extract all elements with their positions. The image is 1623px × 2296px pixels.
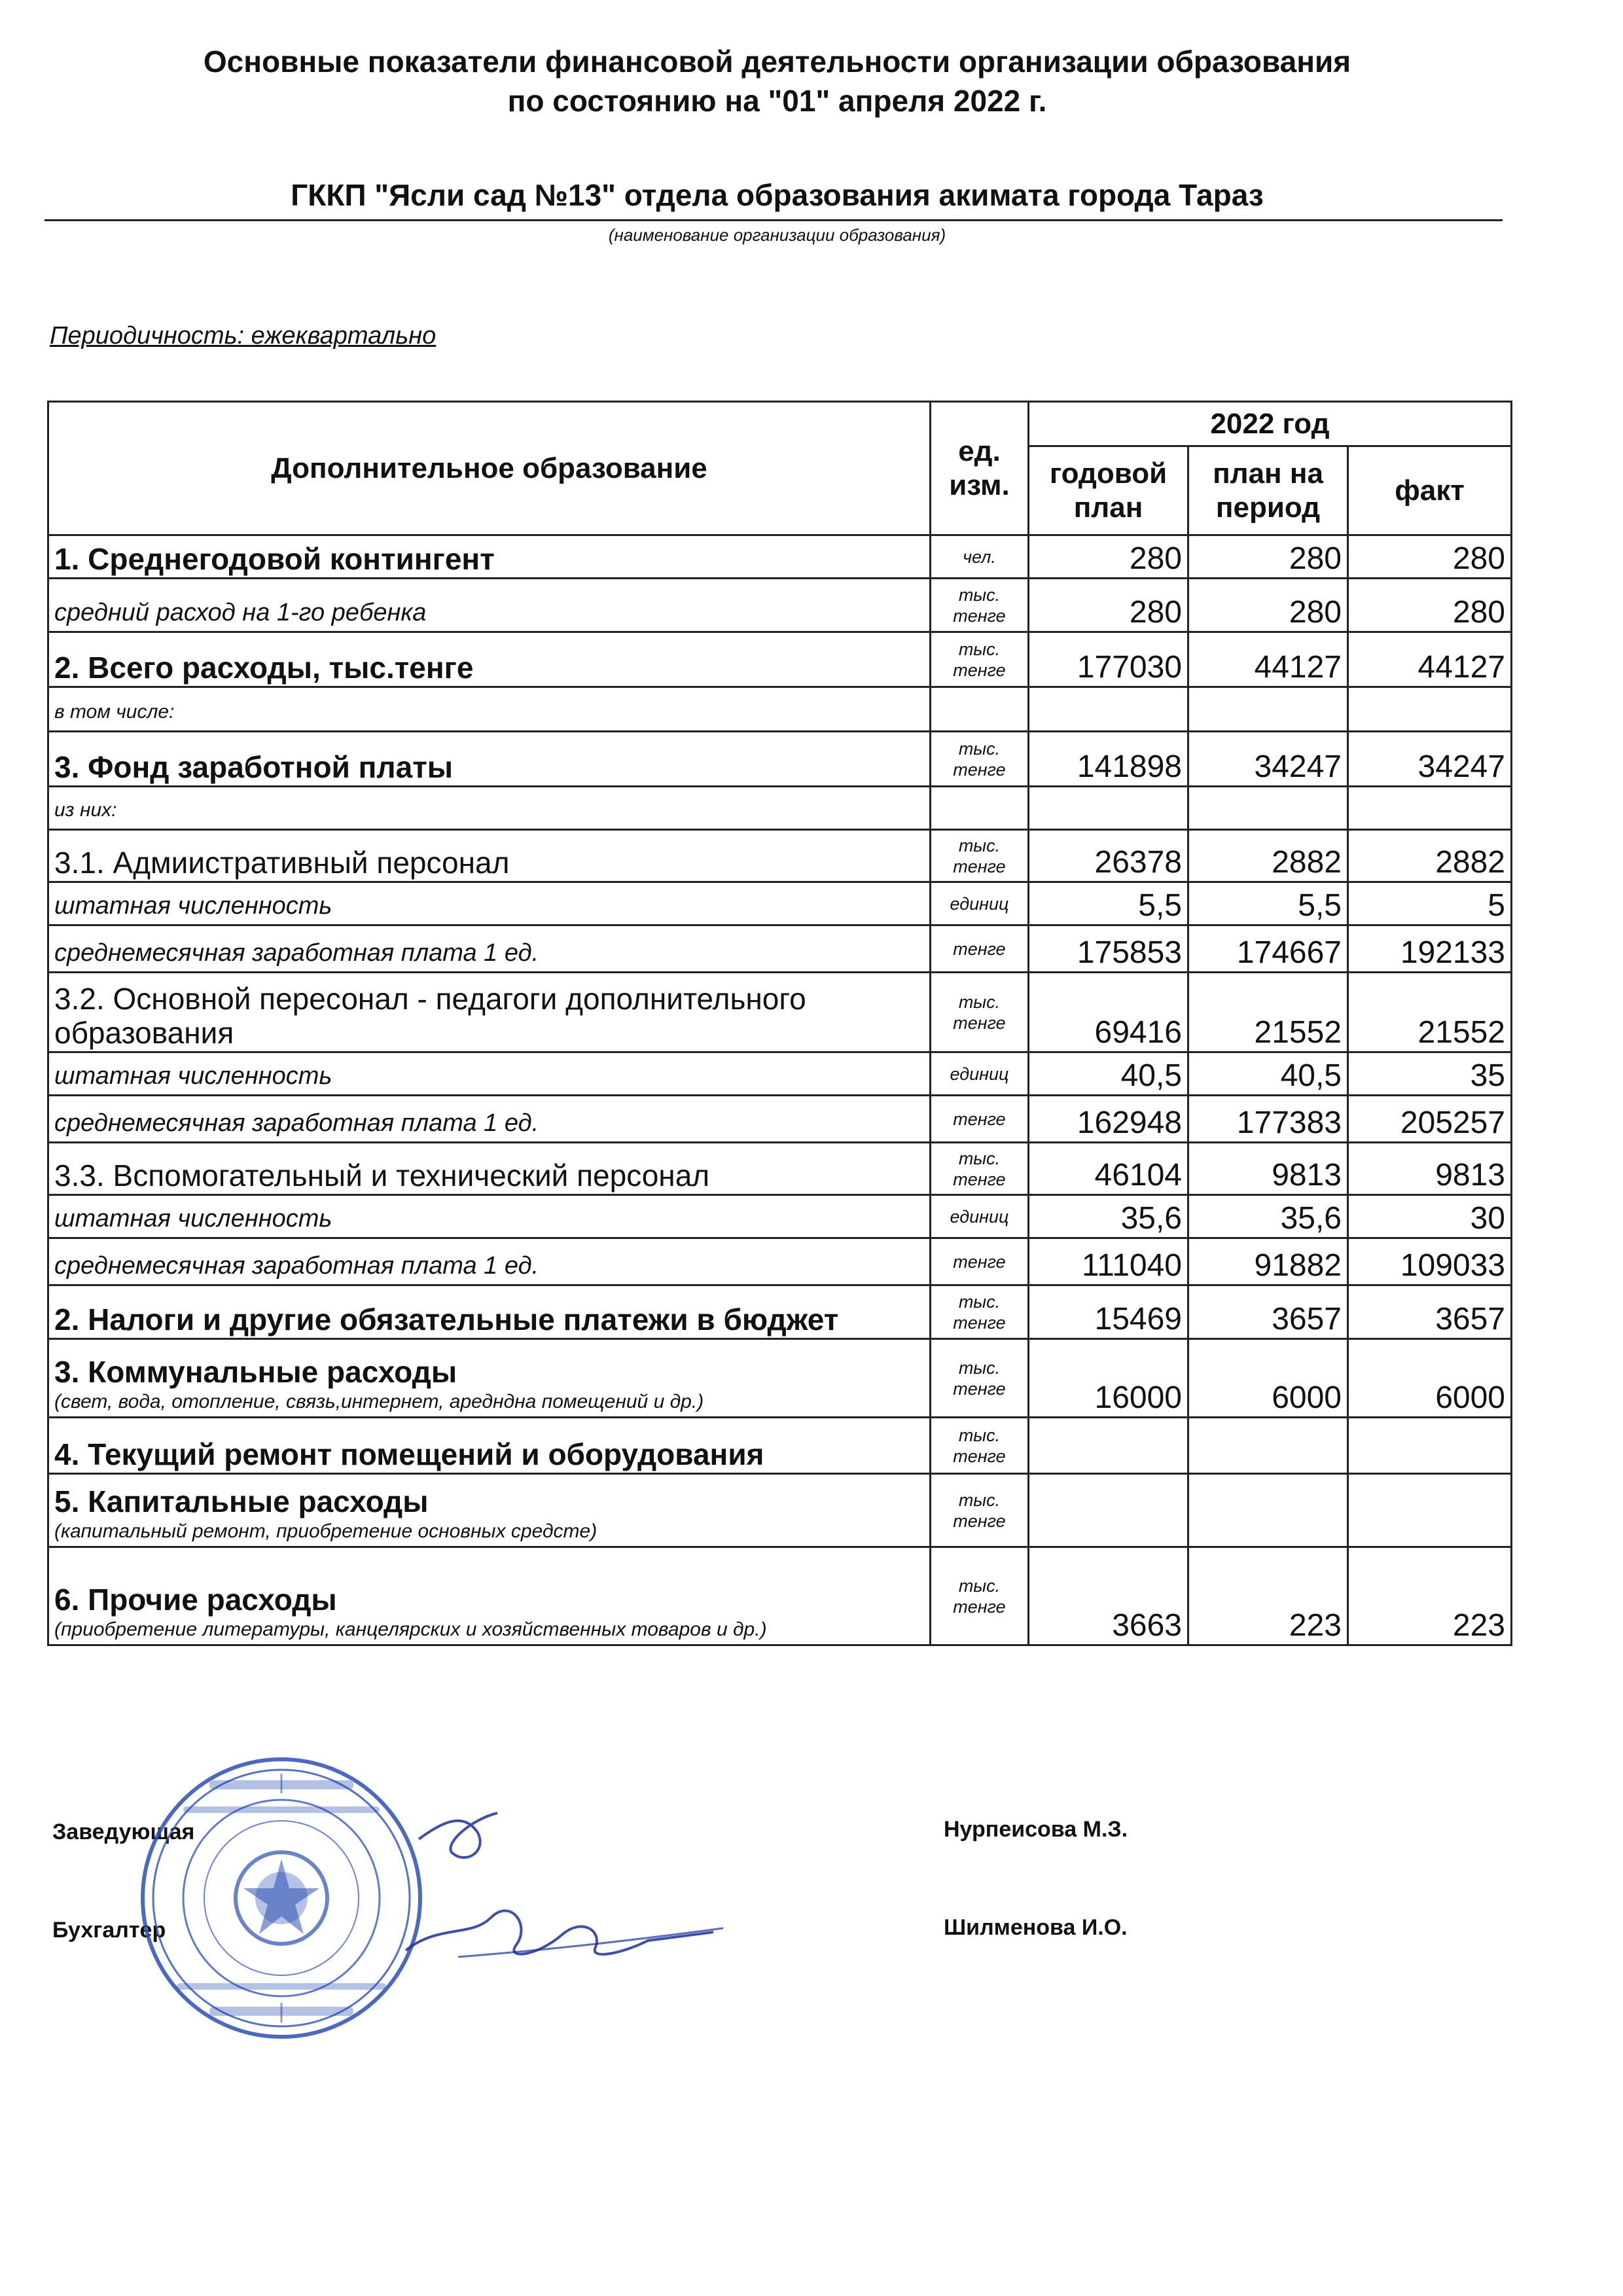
row-unit [931, 787, 1029, 830]
row-period-plan: 280 [1188, 579, 1348, 632]
table-row [48, 1195, 1512, 1238]
table-row [48, 1096, 1512, 1143]
row-annual-plan: 69416 [1029, 973, 1188, 1052]
row-period-plan: 91882 [1188, 1238, 1348, 1285]
row-unit: тыс. тенге [931, 632, 1029, 687]
row-period-plan: 223 [1188, 1547, 1348, 1645]
row-annual-plan: 40,5 [1029, 1052, 1188, 1096]
table-row [48, 732, 1512, 787]
row-annual-plan [1029, 1418, 1188, 1474]
row-annual-plan: 141898 [1029, 732, 1188, 787]
row-label-cell [48, 973, 931, 1052]
row-annual-plan: 175853 [1029, 925, 1188, 973]
row-label: из них: [54, 799, 117, 821]
row-period-plan [1188, 687, 1348, 732]
row-label-note: (свет, вода, отопление, связь,интернет, аредндна помещений и др.) [54, 1391, 704, 1412]
row-fact [1348, 787, 1512, 830]
row-annual-plan: 280 [1029, 535, 1188, 579]
row-label: 3. Коммунальные расходы [54, 1355, 457, 1389]
column-header-description: Дополнительное образование [48, 402, 931, 535]
financial-indicators-table [47, 401, 1512, 1646]
row-period-plan: 177383 [1188, 1096, 1348, 1143]
row-label-cell [48, 632, 931, 687]
row-unit: тыс. тенге [931, 1143, 1029, 1195]
row-fact: 34247 [1348, 732, 1512, 787]
table-row [48, 535, 1512, 579]
periodicity-label: Периодичность: ежеквартально [50, 322, 437, 350]
row-label: 3.3. Вспомогательный и технический персонал [54, 1158, 710, 1193]
row-unit: тыс. тенге [931, 1339, 1029, 1418]
row-label: среднемесячная заработная плата 1 ед. [54, 1109, 539, 1137]
row-label-cell [48, 882, 931, 925]
table-row [48, 882, 1512, 925]
row-fact: 280 [1348, 535, 1512, 579]
row-label: 2. Налоги и другие обязательные платежи в бюджет [54, 1302, 839, 1336]
row-fact: 192133 [1348, 925, 1512, 973]
row-annual-plan: 111040 [1029, 1238, 1188, 1285]
row-label: штатная численность [54, 1205, 332, 1232]
table-body [48, 535, 1512, 1645]
table-head [48, 402, 1512, 535]
row-label: штатная численность [54, 892, 332, 920]
row-unit: тыс. тенге [931, 732, 1029, 787]
table-row [48, 787, 1512, 830]
row-period-plan: 174667 [1188, 925, 1348, 973]
row-label: 3. Фонд заработной платы [54, 750, 454, 784]
row-fact: 223 [1348, 1547, 1512, 1645]
table-row [48, 1339, 1512, 1418]
row-unit: тыс. тенге [931, 579, 1029, 632]
row-unit [931, 687, 1029, 732]
row-annual-plan: 26378 [1029, 830, 1188, 882]
row-period-plan: 6000 [1188, 1339, 1348, 1418]
row-label-cell [48, 687, 931, 732]
row-period-plan [1188, 1418, 1348, 1474]
row-fact [1348, 687, 1512, 732]
row-label: 5. Капитальные расходы [54, 1484, 429, 1518]
row-label: 6. Прочие расходы [54, 1583, 337, 1617]
table-row [48, 1547, 1512, 1645]
row-fact: 3657 [1348, 1285, 1512, 1339]
table-row [48, 1143, 1512, 1195]
row-label-cell [48, 1474, 931, 1547]
organization-underline [45, 219, 1503, 221]
row-fact: 35 [1348, 1052, 1512, 1096]
row-fact: 2882 [1348, 830, 1512, 882]
organization-note: (наименование организации образования) [608, 225, 946, 245]
row-label-cell [48, 1339, 931, 1418]
document-title-line1: Основные показатели финансовой деятельности организации образования [203, 45, 1351, 79]
row-fact [1348, 1418, 1512, 1474]
row-annual-plan: 177030 [1029, 632, 1188, 687]
row-period-plan: 2882 [1188, 830, 1348, 882]
row-label: в том числе: [54, 701, 175, 723]
row-annual-plan: 280 [1029, 579, 1188, 632]
head-name: Нурпеисова М.З. [944, 1817, 1128, 1842]
row-annual-plan [1029, 687, 1188, 732]
row-label: штатная численность [54, 1062, 332, 1090]
row-label-cell [48, 535, 931, 579]
row-label-cell [48, 830, 931, 882]
row-label-note: (приобретение литературы, канцелярских и хозяйственных товаров и др.) [54, 1619, 767, 1640]
row-annual-plan: 15469 [1029, 1285, 1188, 1339]
row-unit: тыс. тенге [931, 830, 1029, 882]
row-label-cell [48, 1143, 931, 1195]
row-label-cell [48, 925, 931, 973]
row-label-cell [48, 787, 931, 830]
row-annual-plan: 162948 [1029, 1096, 1188, 1143]
table-row [48, 687, 1512, 732]
row-annual-plan [1029, 787, 1188, 830]
row-unit: тыс. тенге [931, 1418, 1029, 1474]
row-fact: 44127 [1348, 632, 1512, 687]
row-unit: единиц [931, 1052, 1029, 1096]
row-unit: единиц [931, 882, 1029, 925]
table-row [48, 1285, 1512, 1339]
row-label-note: (капитальный ремонт, приобретение основных средстe) [54, 1520, 597, 1542]
row-unit: единиц [931, 1195, 1029, 1238]
row-unit: чел. [931, 535, 1029, 579]
table-row [48, 830, 1512, 882]
row-fact: 109033 [1348, 1238, 1512, 1285]
row-unit: тенге [931, 1096, 1029, 1143]
table-row [48, 1238, 1512, 1285]
row-fact: 30 [1348, 1195, 1512, 1238]
column-header-period-plan: план на период [1188, 446, 1348, 535]
row-label: 3.1. Адмиистративный персонал [54, 846, 510, 880]
row-fact: 5 [1348, 882, 1512, 925]
row-period-plan: 40,5 [1188, 1052, 1348, 1096]
row-fact: 21552 [1348, 973, 1512, 1052]
row-period-plan: 9813 [1188, 1143, 1348, 1195]
row-label-cell [48, 1238, 931, 1285]
row-period-plan: 5,5 [1188, 882, 1348, 925]
row-fact: 9813 [1348, 1143, 1512, 1195]
row-label: 3.2. Основной пересонал - педагоги дополнительного образования [54, 982, 806, 1050]
table-row [48, 632, 1512, 687]
row-period-plan: 44127 [1188, 632, 1348, 687]
row-label: среднемесячная заработная плата 1 ед. [54, 1252, 539, 1280]
row-label: 1. Среднегодовой контингент [54, 542, 495, 576]
table-row [48, 579, 1512, 632]
row-label: средний расход на 1-го ребенка [54, 599, 427, 626]
row-fact: 280 [1348, 579, 1512, 632]
table-row [48, 1052, 1512, 1096]
table-row [48, 925, 1512, 973]
row-unit: тыс. тенге [931, 1285, 1029, 1339]
row-label-cell [48, 1547, 931, 1645]
row-label-cell [48, 1096, 931, 1143]
row-label: среднемесячная заработная плата 1 ед. [54, 939, 539, 967]
row-period-plan [1188, 787, 1348, 830]
row-label-cell [48, 1418, 931, 1474]
row-unit: тенге [931, 925, 1029, 973]
row-annual-plan: 16000 [1029, 1339, 1188, 1418]
row-label-cell [48, 1052, 931, 1096]
row-period-plan: 34247 [1188, 732, 1348, 787]
row-annual-plan: 35,6 [1029, 1195, 1188, 1238]
row-fact: 205257 [1348, 1096, 1512, 1143]
row-annual-plan: 3663 [1029, 1547, 1188, 1645]
accountant-name: Шилменова И.О. [944, 1915, 1128, 1940]
row-annual-plan: 5,5 [1029, 882, 1188, 925]
column-header-annual-plan: годовой план [1029, 446, 1188, 535]
row-period-plan: 21552 [1188, 973, 1348, 1052]
handwritten-signatures [366, 1793, 733, 1990]
column-header-unit: ед. изм. [931, 402, 1029, 535]
row-annual-plan [1029, 1474, 1188, 1547]
row-fact [1348, 1474, 1512, 1547]
row-unit: тенге [931, 1238, 1029, 1285]
organization-name: ГККП "Ясли сад №13" отдела образования акимата города Тараз [291, 178, 1264, 212]
table-row [48, 1474, 1512, 1547]
table-row [48, 1418, 1512, 1474]
row-unit: тыс. тенге [931, 973, 1029, 1052]
row-label: 4. Текущий ремонт помещений и оборудования [54, 1437, 764, 1471]
row-period-plan [1188, 1474, 1348, 1547]
row-fact: 6000 [1348, 1339, 1512, 1418]
row-unit: тыс. тенге [931, 1474, 1029, 1547]
row-label-cell [48, 1285, 931, 1339]
row-unit: тыс. тенге [931, 1547, 1029, 1645]
document-title-line2: по состоянию на "01" апреля 2022 г. [507, 84, 1047, 118]
row-label-cell [48, 732, 931, 787]
column-header-year: 2022 год [1029, 402, 1512, 446]
row-period-plan: 35,6 [1188, 1195, 1348, 1238]
row-label-cell [48, 579, 931, 632]
row-label: 2. Всего расходы, тыс.тенге [54, 651, 474, 685]
column-header-fact: факт [1348, 446, 1512, 535]
row-annual-plan: 46104 [1029, 1143, 1188, 1195]
row-label-cell [48, 1195, 931, 1238]
accountant-signature-label: Бухгалтер [52, 1918, 166, 1943]
head-signature-label: Заведующая [52, 1820, 195, 1844]
row-period-plan: 3657 [1188, 1285, 1348, 1339]
row-period-plan: 280 [1188, 535, 1348, 579]
table-row [48, 973, 1512, 1052]
